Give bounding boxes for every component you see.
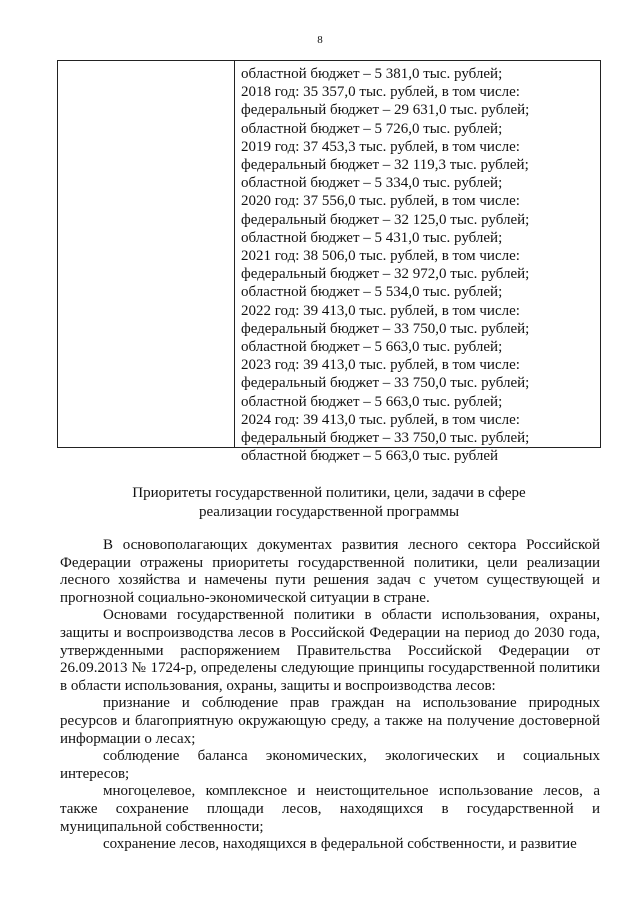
budget-line: 2022 год: 39 413,0 тыс. рублей, в том числе:: [241, 302, 520, 319]
budget-line: федеральный бюджет – 29 631,0 тыс. рублей;: [241, 102, 530, 119]
page-number: 8: [317, 34, 323, 46]
section-heading-line: реализации государственной программы: [198, 504, 460, 520]
paragraph: соблюдение баланса экономических, экологических и социальных интересов;: [60, 748, 600, 782]
budget-line: областной бюджет – 5 663,0 тыс. рублей;: [241, 393, 503, 410]
budget-line: областной бюджет – 5 431,0 тыс. рублей;: [241, 229, 503, 246]
table-column-divider: [234, 61, 235, 447]
budget-line: 2020 год: 37 556,0 тыс. рублей, в том числе:: [241, 193, 520, 210]
budget-line: 2018 год: 35 357,0 тыс. рублей, в том числе:: [241, 84, 520, 101]
budget-line: областной бюджет – 5 334,0 тыс. рублей;: [241, 175, 503, 192]
budget-line: федеральный бюджет – 33 750,0 тыс. рублей;: [241, 430, 530, 447]
paragraph: признание и соблюдение прав граждан на использование природных ресурсов и благоприятную окружающую среду, а также на получение достоверной информации о лесах;: [60, 695, 600, 747]
budget-line: федеральный бюджет – 33 750,0 тыс. рублей;: [241, 375, 530, 392]
budget-line: областной бюджет – 5 726,0 тыс. рублей;: [241, 120, 503, 137]
paragraph: В основополагающих документах развития лесного сектора Российской Федерации отражены приоритеты государственной политики, цели реализации лесного хозяйства и намечены пути решения задач с учетом существующей и прогнозной социально-экономической ситуации в стране.: [60, 537, 600, 606]
budget-line: федеральный бюджет – 32 125,0 тыс. рублей;: [241, 211, 530, 228]
budget-table: [57, 60, 601, 465]
paragraph: сохранение лесов, находящихся в федеральной собственности, и развитие: [103, 836, 577, 853]
budget-line: 2019 год: 37 453,3 тыс. рублей, в том числе:: [241, 138, 520, 155]
budget-line: 2023 год: 39 413,0 тыс. рублей, в том числе:: [241, 357, 520, 374]
budget-line: федеральный бюджет – 32 119,3 тыс. рублей;: [241, 157, 529, 174]
budget-line: 2021 год: 38 506,0 тыс. рублей, в том числе:: [241, 248, 520, 265]
budget-line: 2024 год: 39 413,0 тыс. рублей, в том числе:: [241, 411, 520, 428]
paragraph: многоцелевое, комплексное и неистощительное использование лесов, а также сохранение площади лесов, находящихся в государственной и муниципальной собственности;: [60, 783, 600, 835]
section-heading: [57, 484, 601, 522]
budget-line: областной бюджет – 5 663,0 тыс. рублей: [241, 448, 499, 465]
budget-line: областной бюджет – 5 381,0 тыс. рублей;: [241, 66, 503, 82]
section-heading-line: Приоритеты государственной политики, цели, задачи в сфере: [132, 485, 526, 501]
budget-cell: [241, 65, 601, 465]
budget-line: областной бюджет – 5 534,0 тыс. рублей;: [241, 284, 503, 301]
paragraph: Основами государственной политики в области использования, охраны, защиты и воспроизводства лесов в Российской Федерации на период до 2030 года, утвержденными распоряжением Правительства Российской Федерации от 26.09.2013 № 1724-р, определены следующие принципы государственной политики в области использования, охраны, защиты и воспроизводства лесов:: [60, 607, 600, 694]
budget-line: федеральный бюджет – 33 750,0 тыс. рублей;: [241, 320, 530, 337]
budget-line: федеральный бюджет – 32 972,0 тыс. рублей;: [241, 266, 530, 283]
budget-line: областной бюджет – 5 663,0 тыс. рублей;: [241, 339, 503, 356]
body-text: [60, 537, 600, 854]
